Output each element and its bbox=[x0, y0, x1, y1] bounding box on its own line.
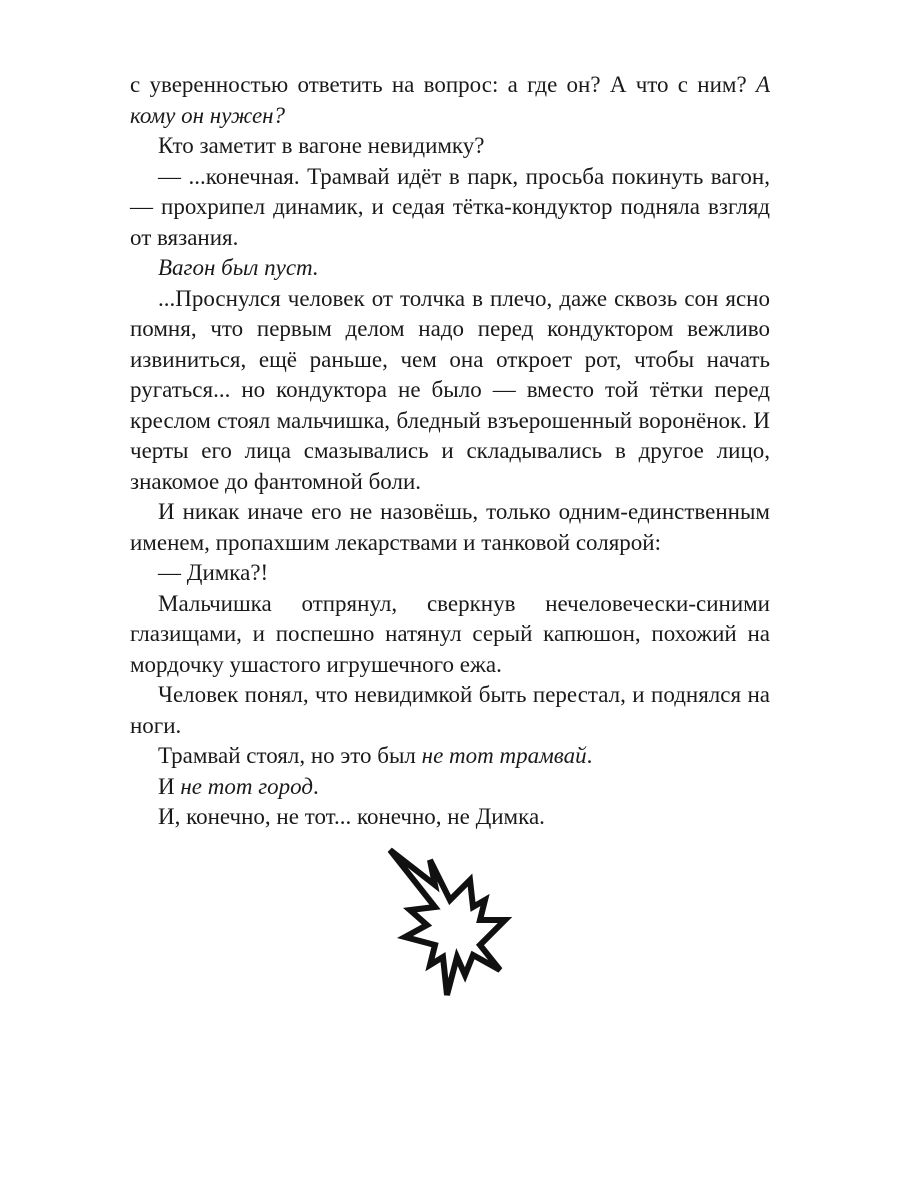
text-run: — Димка?! bbox=[158, 560, 269, 585]
text-run: . bbox=[586, 743, 593, 768]
italic-text-run: не тот город bbox=[180, 773, 314, 799]
paragraph bbox=[130, 162, 770, 254]
paragraph bbox=[130, 741, 770, 772]
text-run: Мальчишка отпрянул, сверкнув нечеловечески-синими глазищами, и поспешно натянул серый капюшон, похожий на мордочку ушастого игрушечного ежа. bbox=[130, 590, 770, 677]
italic-text-run: не тот трамвай bbox=[421, 743, 587, 768]
paragraph bbox=[130, 253, 770, 284]
text-run: Кто заметит в вагоне невидимку? bbox=[158, 133, 485, 158]
paragraph bbox=[130, 497, 770, 558]
text-run: Трамвай стоял, но это был bbox=[158, 743, 422, 768]
starburst-icon bbox=[385, 845, 515, 1000]
text-run: — ...конечная. Трамвай идёт в парк, просьба покинуть вагон, — прохрипел динамик, и седая тётка-кондуктор подняла взгляд от вязания. bbox=[130, 163, 770, 250]
book-page-text bbox=[130, 70, 770, 833]
paragraph bbox=[130, 558, 770, 589]
paragraph bbox=[130, 70, 770, 131]
text-run: ...Проснулся человек от толчка в плечо, даже сквозь сон ясно помня, что первым делом надо перед кондуктором вежливо извиниться, ещё раньше, чем она откроет рот, чтобы начать ругаться... но кондуктора не было — вместо той тётки перед креслом стоял мальчишка, бледный взъерошенный воронёнок. И черты его лица смазывались и складывались в другое лицо, знакомое до фантомной боли. bbox=[130, 285, 770, 494]
text-run: . bbox=[313, 773, 319, 799]
paragraph bbox=[130, 589, 770, 681]
text-run: И bbox=[158, 773, 181, 799]
paragraph bbox=[130, 802, 770, 833]
text-run: Человек понял, что невидимкой быть перестал, и поднялся на ноги. bbox=[130, 682, 770, 738]
italic-text-run: А кому он нужен? bbox=[130, 72, 770, 128]
text-run: И никак иначе его не назовёшь, только одним-единственным именем, пропахшим лекарствами и танковой солярой: bbox=[130, 499, 770, 555]
paragraph bbox=[130, 131, 770, 162]
italic-text-run: Вагон был пуст. bbox=[158, 255, 319, 280]
paragraph bbox=[130, 680, 770, 741]
paragraph bbox=[130, 284, 770, 498]
paragraph bbox=[130, 772, 770, 803]
text-run: И, конечно, не тот... конечно, не Димка. bbox=[158, 804, 545, 829]
text-run: с уверенностью ответить на вопрос: а где он? А что с ним? bbox=[130, 72, 756, 97]
